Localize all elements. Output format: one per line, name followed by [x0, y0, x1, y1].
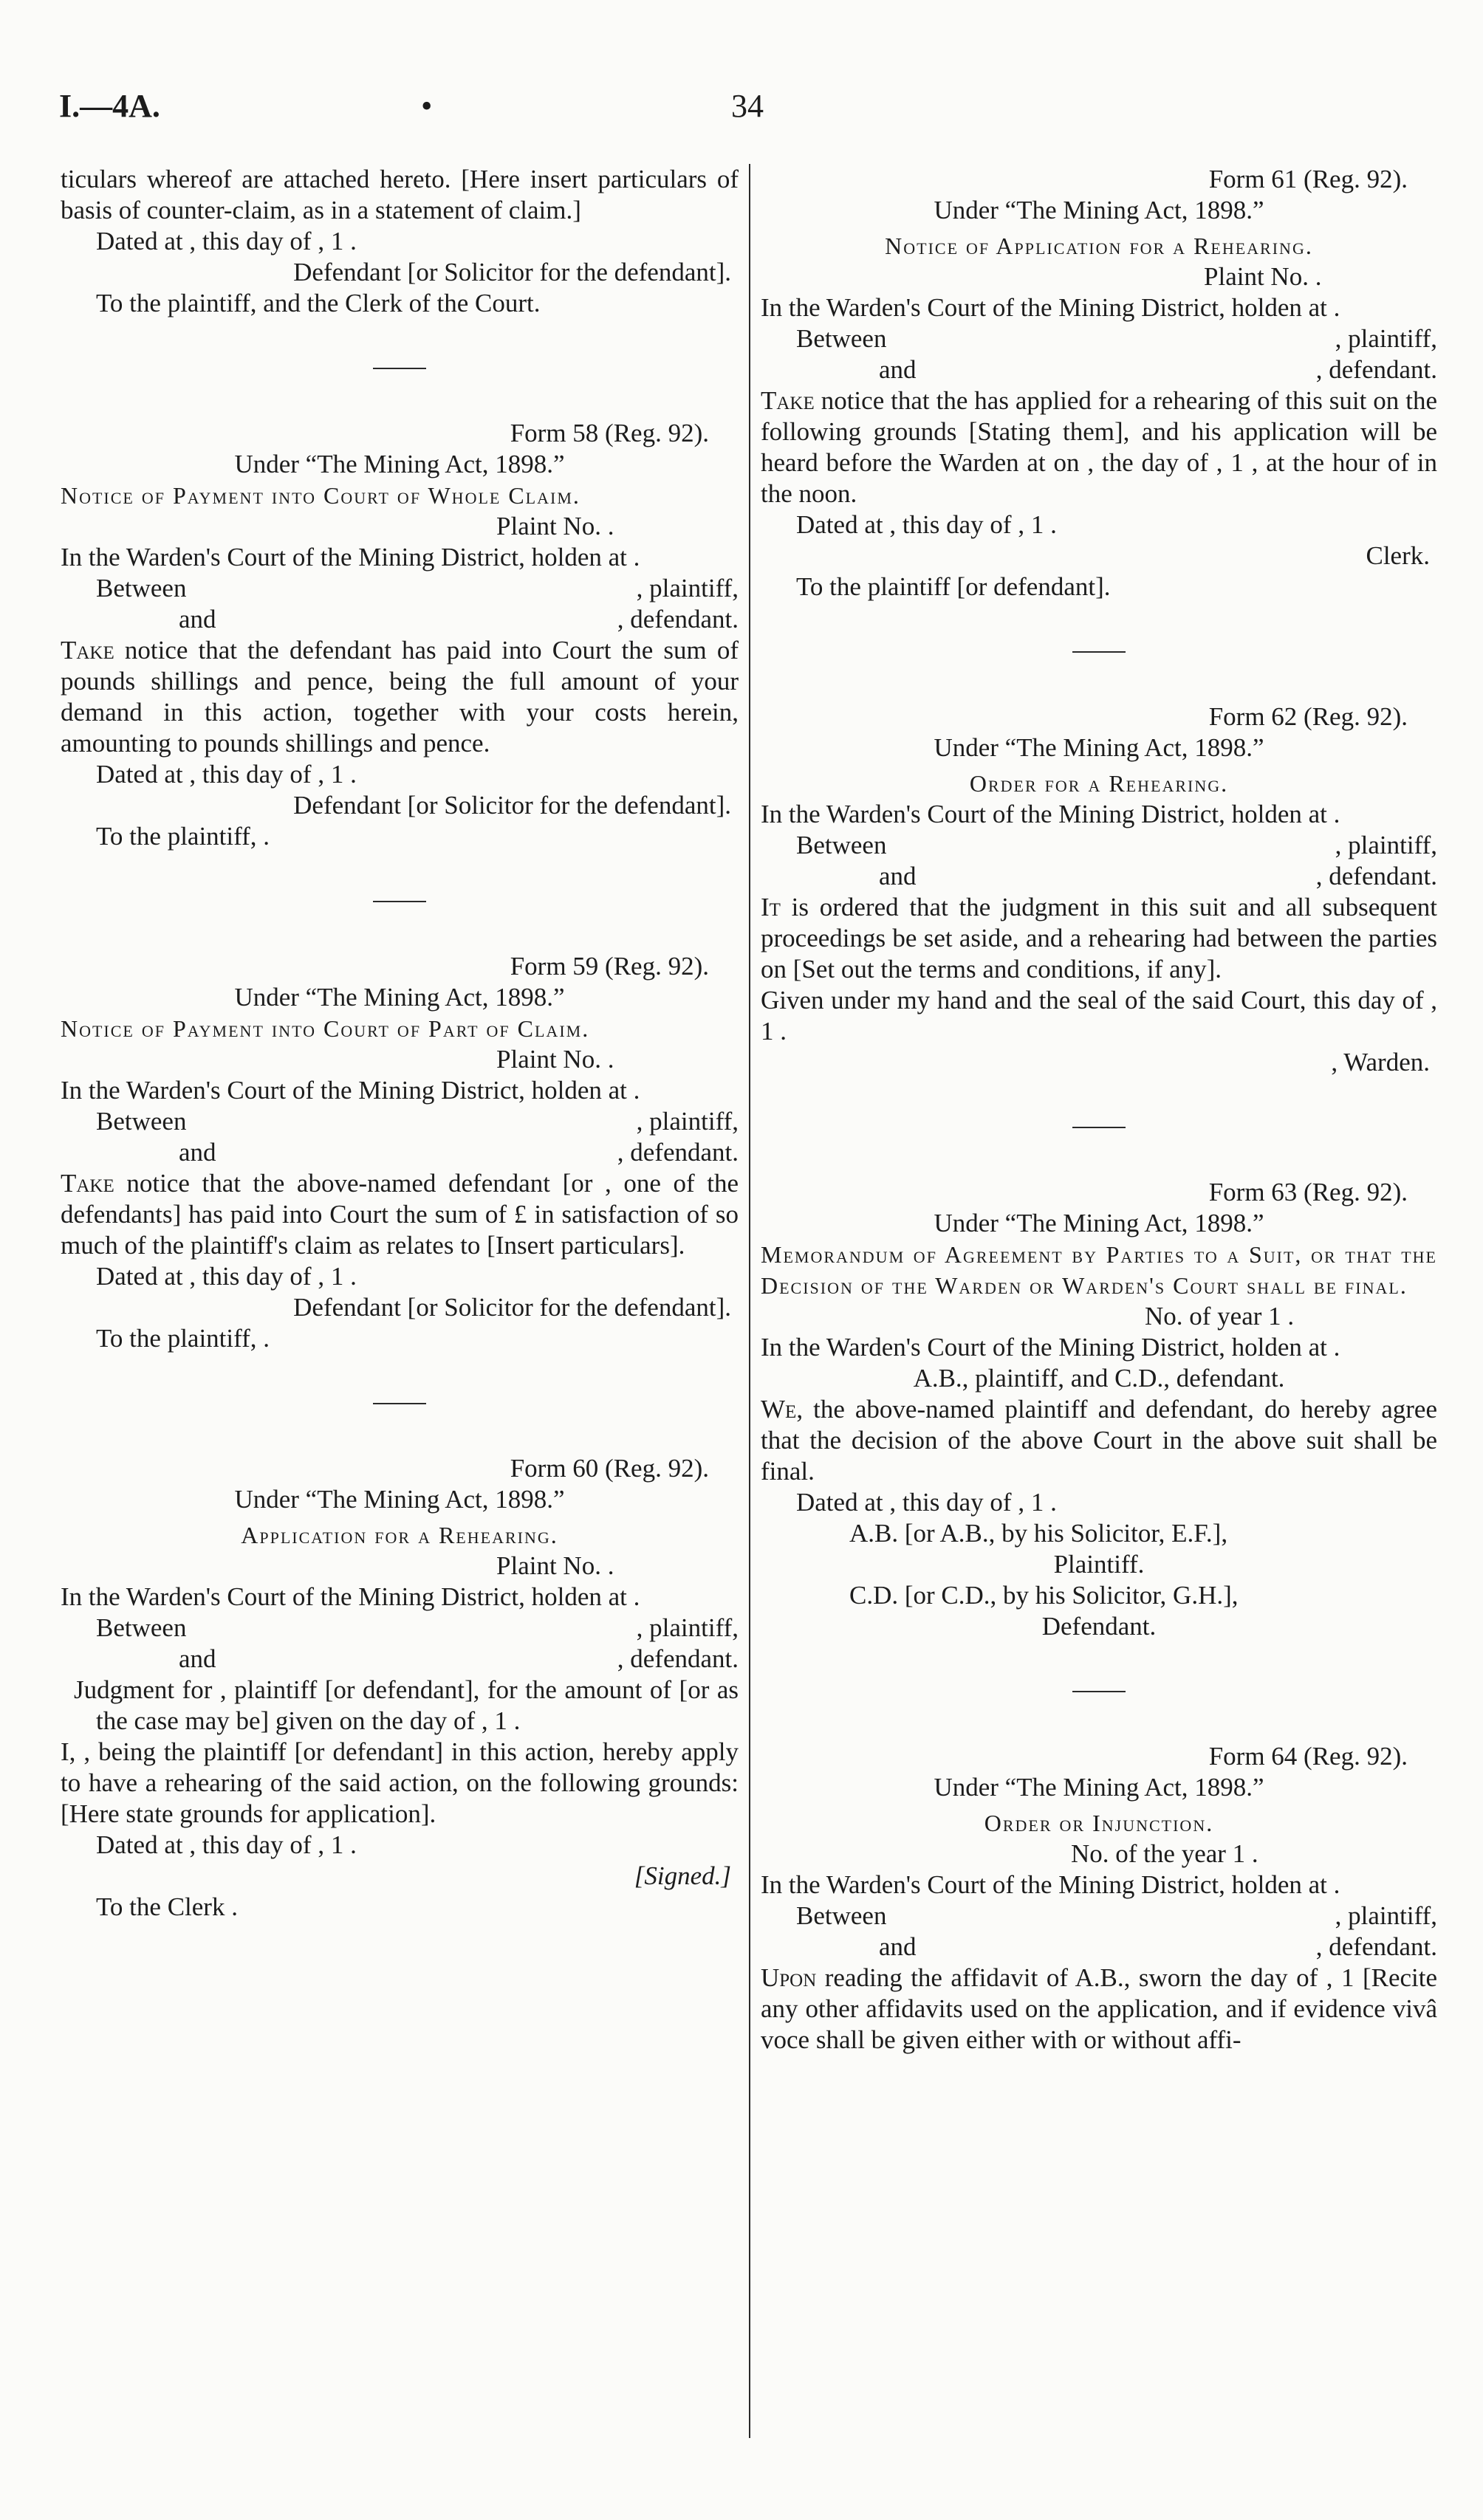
addressee-line: To the Clerk . [96, 1892, 238, 1921]
act-reference: Under “The Mining Act, 1898.” [234, 1485, 565, 1514]
parties-defendant: and , defendant. [179, 1644, 739, 1673]
act-reference: Under “The Mining Act, 1898.” [234, 983, 565, 1012]
form-body: I, , being the plaintiff [or defendant] in this action, hereby apply to have a rehearing of the said action, on the following grounds: [Here state grounds for application]. [61, 1737, 739, 1828]
signature-line: Defendant [or Solicitor for the defendant]. [293, 791, 731, 820]
left-column [61, 164, 739, 1923]
section-separator [1072, 651, 1126, 653]
court-line: In the Warden's Court of the Mining District, holden at . [761, 800, 1340, 828]
clerk-signature: Clerk. [1366, 541, 1430, 570]
court-line: In the Warden's Court of the Mining District, holden at . [761, 293, 1340, 322]
form-title: Order or Injunction. [984, 1810, 1214, 1836]
counter-claim-continuation [61, 164, 739, 319]
form-number: Form 63 (Reg. 92). [1208, 1178, 1408, 1206]
dated-line: Dated at , this day of , 1 . [796, 510, 1057, 539]
suit-number: No. of year 1 . [1145, 1302, 1295, 1331]
court-line: In the Warden's Court of the Mining District, holden at . [761, 1333, 1340, 1362]
form-body: It is ordered that the judgment in this suit and all subsequent proceedings be set aside, and a rehearing had between the parties on [Set out the terms and conditions, if any]. [761, 893, 1437, 983]
form-58 [61, 418, 739, 852]
form-title: Notice of Application for a Rehearing. [885, 233, 1313, 259]
form-number: Form 64 (Reg. 92). [1208, 1742, 1408, 1771]
warden-signature: , Warden. [1331, 1048, 1430, 1077]
court-line: In the Warden's Court of the Mining District, holden at . [61, 1582, 640, 1611]
dated-line: Dated at , this day of , 1 . [96, 760, 357, 789]
court-line: In the Warden's Court of the Mining District, holden at . [761, 1870, 1340, 1899]
parties-defendant: and , defendant. [879, 355, 1437, 384]
act-reference: Under “The Mining Act, 1898.” [934, 733, 1264, 762]
plaint-number: Plaint No. . [1204, 262, 1322, 291]
signed-line: [Signed.] [634, 1861, 731, 1890]
addressee-line: To the plaintiff, . [96, 1324, 270, 1353]
parties-defendant: and , defendant. [879, 1932, 1437, 1961]
form-61 [761, 164, 1437, 602]
form-body: We, the above-named plaintiff and defendant, do hereby agree that the decision of the above Court in the above suit shall be final. [761, 1395, 1437, 1486]
dated-line: Dated at , this day of , 1 . [796, 1488, 1057, 1517]
signature-line: Defendant [or Solicitor for the defendant]. [293, 1293, 731, 1322]
signature-line: Defendant [or Solicitor for the defendant]. [293, 258, 731, 286]
parties-line: A.B., plaintiff, and C.D., defendant. [913, 1364, 1285, 1393]
parties-defendant: and , defendant. [879, 862, 1437, 890]
parties-plaintiff: Between , plaintiff, [796, 1901, 1437, 1930]
form-body: Take notice that the above-named defendant [or , one of the defendants] has paid into Court the sum of £ in satisfaction of so much of the plaintiff's claim as relates to [Insert particulars]. [61, 1169, 739, 1260]
given-line: Given under my hand and the seal of the said Court, this day of , 1 . [761, 986, 1437, 1046]
plaintiff-designation: Plaintiff. [1053, 1550, 1145, 1579]
form-body: Take notice that the has applied for a rehearing of this suit on the following grounds [Stating them], and his application will be heard before the Warden at on , the day of , 1 , at the hour of in the noon. [761, 386, 1437, 508]
parties-defendant: and , defendant. [179, 1138, 739, 1167]
section-separator [373, 1403, 426, 1404]
form-59 [61, 951, 739, 1354]
form-number: Form 59 (Reg. 92). [510, 952, 709, 981]
document-reference: I.—4A. [59, 88, 160, 124]
parties-plaintiff: Between , plaintiff, [96, 1613, 739, 1642]
court-line: In the Warden's Court of the Mining District, holden at . [61, 1076, 640, 1105]
act-reference: Under “The Mining Act, 1898.” [234, 450, 565, 478]
parties-defendant: and , defendant. [179, 605, 739, 634]
form-title: Notice of Payment into Court of Whole Claim. [61, 482, 580, 509]
page-header [59, 87, 1433, 146]
form-60 [61, 1453, 739, 1923]
header-dot: • [421, 88, 433, 124]
addressee-line: To the plaintiff, and the Clerk of the Court. [96, 289, 541, 317]
section-separator [1072, 1691, 1126, 1692]
page-number: 34 [731, 88, 764, 124]
form-64 [761, 1741, 1437, 2056]
form-number: Form 58 (Reg. 92). [510, 419, 709, 447]
plaint-number: Plaint No. . [496, 512, 614, 540]
form-62 [761, 701, 1437, 1078]
section-separator [373, 368, 426, 369]
judgment-line: Judgment for , plaintiff [or defendant], for the amount of [or as the case may be] given on the day of , 1 . [74, 1675, 739, 1735]
defendant-designation: Defendant. [1041, 1612, 1157, 1641]
parties-plaintiff: Between , plaintiff, [796, 324, 1437, 353]
plaintiff-signature: A.B. [or A.B., by his Solicitor, E.F.], [849, 1519, 1228, 1548]
parties-plaintiff: Between , plaintiff, [96, 1107, 739, 1136]
act-reference: Under “The Mining Act, 1898.” [934, 1209, 1264, 1237]
parties-plaintiff: Between , plaintiff, [796, 831, 1437, 859]
parties-plaintiff: Between , plaintiff, [96, 574, 739, 602]
plaint-number: Plaint No. . [496, 1551, 614, 1580]
form-title: Memorandum of Agreement by Parties to a Suit, or that the Decision of the Warden or Warden's Court shall be final. [761, 1241, 1437, 1299]
section-separator [373, 901, 426, 902]
act-reference: Under “The Mining Act, 1898.” [934, 196, 1264, 224]
dated-line: Dated at , this day of , 1 . [96, 1830, 357, 1859]
court-line: In the Warden's Court of the Mining District, holden at . [61, 543, 640, 571]
act-reference: Under “The Mining Act, 1898.” [934, 1773, 1264, 1802]
defendant-signature: C.D. [or C.D., by his Solicitor, G.H.], [849, 1581, 1239, 1610]
form-number: Form 62 (Reg. 92). [1208, 702, 1408, 731]
form-title: Application for a Rehearing. [241, 1522, 558, 1548]
form-63 [761, 1177, 1437, 1642]
form-title: Notice of Payment into Court of Part of Claim. [61, 1015, 590, 1042]
form-body: Upon reading the affidavit of A.B., sworn the day of , 1 [Recite any other affidavits used on the application, and if evidence vivâ voce shall be given either with or without affi- [761, 1963, 1437, 2054]
plaint-number: Plaint No. . [496, 1045, 614, 1074]
right-column [761, 164, 1437, 2056]
form-number: Form 60 (Reg. 92). [510, 1454, 709, 1483]
dated-line: Dated at , this day of , 1 . [96, 227, 357, 255]
suit-number: No. of the year 1 . [1071, 1839, 1258, 1868]
form-number: Form 61 (Reg. 92). [1208, 165, 1408, 193]
addressee-line: To the plaintiff, . [96, 822, 270, 851]
column-divider [749, 164, 750, 2438]
continuation-text: ticulars whereof are attached hereto. [Here insert particulars of basis of counter-claim, as in a statement of claim.] [61, 165, 739, 224]
form-title: Order for a Rehearing. [969, 770, 1229, 797]
addressee-line: To the plaintiff [or defendant]. [796, 572, 1111, 601]
form-body: Take notice that the defendant has paid into Court the sum of pounds shillings and pence, being the full amount of your demand in this action, together with your costs herein, amounting to pounds shillings and pence. [61, 636, 739, 758]
dated-line: Dated at , this day of , 1 . [96, 1262, 357, 1291]
section-separator [1072, 1127, 1126, 1128]
